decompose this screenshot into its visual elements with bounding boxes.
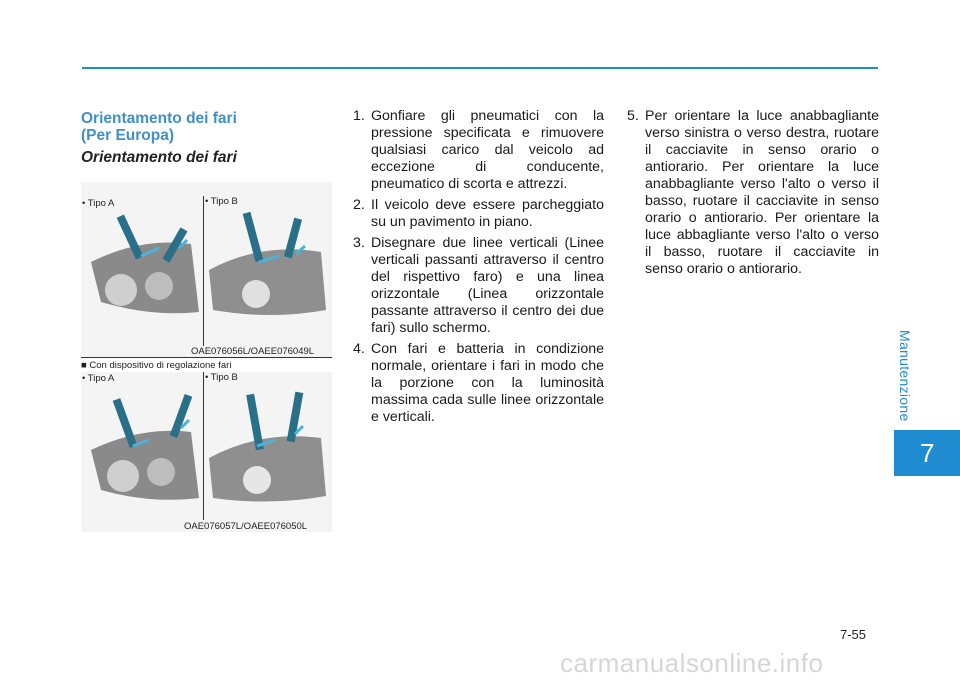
figure-code: OAE076057L/OAEE076050L	[184, 521, 308, 532]
figure-divider	[203, 196, 204, 346]
headlight-figure	[81, 182, 332, 357]
section-title	[81, 110, 237, 144]
headlight-figure	[81, 372, 332, 532]
step-text: Per orientare la luce anabbagliante verso sinistra o verso destra, ruotare il cacciavite in senso orario o antiorario. Per orientare la luce anabbagliante verso l'alto o verso il basso, ruotare il cacciavite in senso orario o antiorario. Per orientare la luce abbagliante verso l'alto o verso il basso, ruotare il cacciavite in senso orario o antiorario.	[645, 108, 879, 277]
step-item	[353, 108, 604, 193]
step-text: Gonfiare gli pneumatici con la pressione specificata e rimuovere qualsiasi carico dal veicolo ad eccezione di conducente, pneumatico di scorta e attrezzi.	[371, 108, 604, 192]
step-text: Con fari e batteria in condizione normale, orientare i fari in modo che la porzione con la luminosità massima cada sulle linee orizzontale e verticali.	[371, 341, 604, 425]
step-number: 1.	[353, 108, 365, 124]
figure-divider	[203, 372, 204, 520]
figure-caption: ■ Con dispositivo di regolazione fari	[81, 360, 232, 371]
headlight-unit-b	[209, 392, 326, 502]
step-item	[627, 108, 879, 278]
chapter-side-label: Manutenzione	[897, 330, 913, 422]
figure-type-b-label: • Tipo B	[205, 196, 238, 207]
headlight-illustration	[81, 372, 332, 532]
figure-rule	[81, 357, 332, 358]
headlight-unit-a	[91, 394, 199, 500]
step-number: 3.	[353, 235, 365, 251]
steps-column-2	[627, 108, 879, 282]
page-number: 7-55	[840, 627, 867, 642]
section-title-line2: (Per Europa)	[81, 127, 175, 144]
section-subtitle: Orientamento dei fari	[81, 149, 237, 166]
headlight-unit-b	[209, 212, 326, 315]
step-item	[353, 235, 604, 337]
headlight-illustration	[81, 182, 332, 357]
section-title-line1: Orientamento dei fari	[81, 110, 237, 127]
steps-column-1	[353, 108, 604, 430]
figure-code: OAE076056L/OAEE076049L	[191, 346, 315, 357]
chapter-tab: 7	[894, 430, 960, 476]
watermark: carmanualsonline.info	[560, 648, 824, 678]
step-number: 4.	[353, 341, 365, 357]
figure-type-a-label: • Tipo A	[82, 198, 115, 209]
step-text: Disegnare due linee verticali (Linee verticali passanti attraverso il centro del rispettivo faro) e una linea orizzontale (Linea orizzontale passante attraverso il centro dei due fari) sullo schermo.	[371, 235, 604, 336]
step-item	[353, 197, 604, 231]
step-number: 2.	[353, 197, 365, 213]
step-text: Il veicolo deve essere parcheggiato su un pavimento in piano.	[371, 197, 604, 230]
figure-type-a-label: • Tipo A	[82, 373, 115, 384]
figure-type-b-label: • Tipo B	[205, 372, 238, 383]
header-rule	[82, 67, 878, 69]
step-number: 5.	[627, 108, 639, 124]
step-item	[353, 341, 604, 426]
headlight-unit-a	[91, 214, 199, 313]
